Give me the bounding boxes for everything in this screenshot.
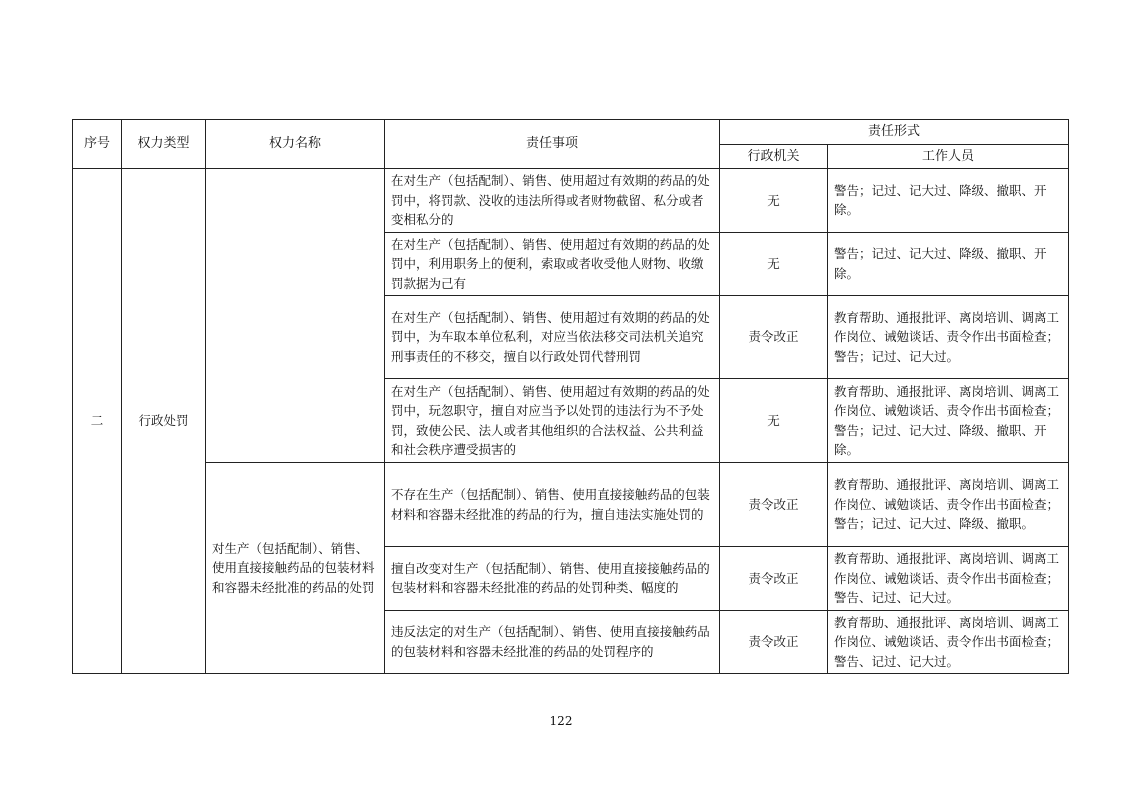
header-responsibility-form: 责任形式 bbox=[720, 120, 1069, 145]
header-staff: 工作人员 bbox=[828, 144, 1069, 169]
header-responsibility: 责任事项 bbox=[385, 120, 720, 169]
admin-org-cell: 责令改正 bbox=[720, 610, 828, 674]
admin-org-cell: 责令改正 bbox=[720, 296, 828, 379]
header-power-type: 权力类型 bbox=[122, 120, 206, 169]
staff-cell: 教育帮助、通报批评、离岗培训、调离工作岗位、诫勉谈话、责令作出书面检查；警告、记过、记大过。 bbox=[828, 547, 1069, 611]
admin-org-cell: 责令改正 bbox=[720, 547, 828, 611]
page-number: 122 bbox=[549, 714, 573, 728]
responsibility-item: 在对生产（包括配制）、销售、使用超过有效期的药品的处罚中，为车取本单位私利，对应当依法移交司法机关追究刑事责任的不移交，擅自以行政处罚代替刑罚 bbox=[385, 296, 720, 379]
responsibility-item: 在对生产（包括配制）、销售、使用超过有效期的药品的处罚中，将罚款、没收的违法所得或者财物截留、私分或者变相私分的 bbox=[385, 169, 720, 233]
responsibility-table bbox=[72, 119, 1069, 674]
admin-org-cell: 无 bbox=[720, 232, 828, 296]
group-seq: 二 bbox=[73, 169, 122, 674]
staff-cell: 教育帮助、通报批评、离岗培训、调离工作岗位、诫勉谈话、责令作出书面检查；警告、记过、记大过。 bbox=[828, 610, 1069, 674]
header-seq: 序号 bbox=[73, 120, 122, 169]
table-row bbox=[73, 463, 1069, 547]
staff-cell: 教育帮助、通报批评、离岗培训、调离工作岗位、诫勉谈话、责令作出书面检查；警告；记过、记大过、降级、撤职、开除。 bbox=[828, 379, 1069, 463]
responsibility-item: 擅自改变对生产（包括配制）、销售、使用直接接触药品的包装材料和容器未经批准的药品的处罚种类、幅度的 bbox=[385, 547, 720, 611]
group-power-name-1 bbox=[206, 169, 385, 463]
staff-cell: 教育帮助、通报批评、离岗培训、调离工作岗位、诫勉谈话、责令作出书面检查；警告；记过、记大过。 bbox=[828, 296, 1069, 379]
staff-cell: 警告；记过、记大过、降级、撤职、开除。 bbox=[828, 169, 1069, 233]
table-row bbox=[73, 169, 1069, 233]
admin-org-cell: 责令改正 bbox=[720, 463, 828, 547]
responsibility-item: 违反法定的对生产（包括配制）、销售、使用直接接触药品的包装材料和容器未经批准的药品的处罚程序的 bbox=[385, 610, 720, 674]
group-power-type: 行政处罚 bbox=[122, 169, 206, 674]
responsibility-item: 在对生产（包括配制）、销售、使用超过有效期的药品的处罚中，玩忽职守，擅自对应当予以处罚的违法行为不予处罚，致使公民、法人或者其他组织的合法权益、公共利益和社会秩序遭受损害的 bbox=[385, 379, 720, 463]
staff-cell: 警告；记过、记大过、降级、撤职、开除。 bbox=[828, 232, 1069, 296]
responsibility-item: 不存在生产（包括配制）、销售、使用直接接触药品的包装材料和容器未经批准的药品的行为，擅自违法实施处罚的 bbox=[385, 463, 720, 547]
responsibility-item: 在对生产（包括配制）、销售、使用超过有效期的药品的处罚中，利用职务上的便利，索取或者收受他人财物、收缴罚款据为己有 bbox=[385, 232, 720, 296]
admin-org-cell: 无 bbox=[720, 379, 828, 463]
staff-cell: 教育帮助、通报批评、离岗培训、调离工作岗位、诫勉谈话、责令作出书面检查；警告；记过、记大过、降级、撤职。 bbox=[828, 463, 1069, 547]
header-power-name: 权力名称 bbox=[206, 120, 385, 169]
group-power-name-2: 对生产（包括配制）、销售、使用直接接触药品的包装材料和容器未经批准的药品的处罚 bbox=[206, 463, 385, 674]
admin-org-cell: 无 bbox=[720, 169, 828, 233]
header-admin-org: 行政机关 bbox=[720, 144, 828, 169]
